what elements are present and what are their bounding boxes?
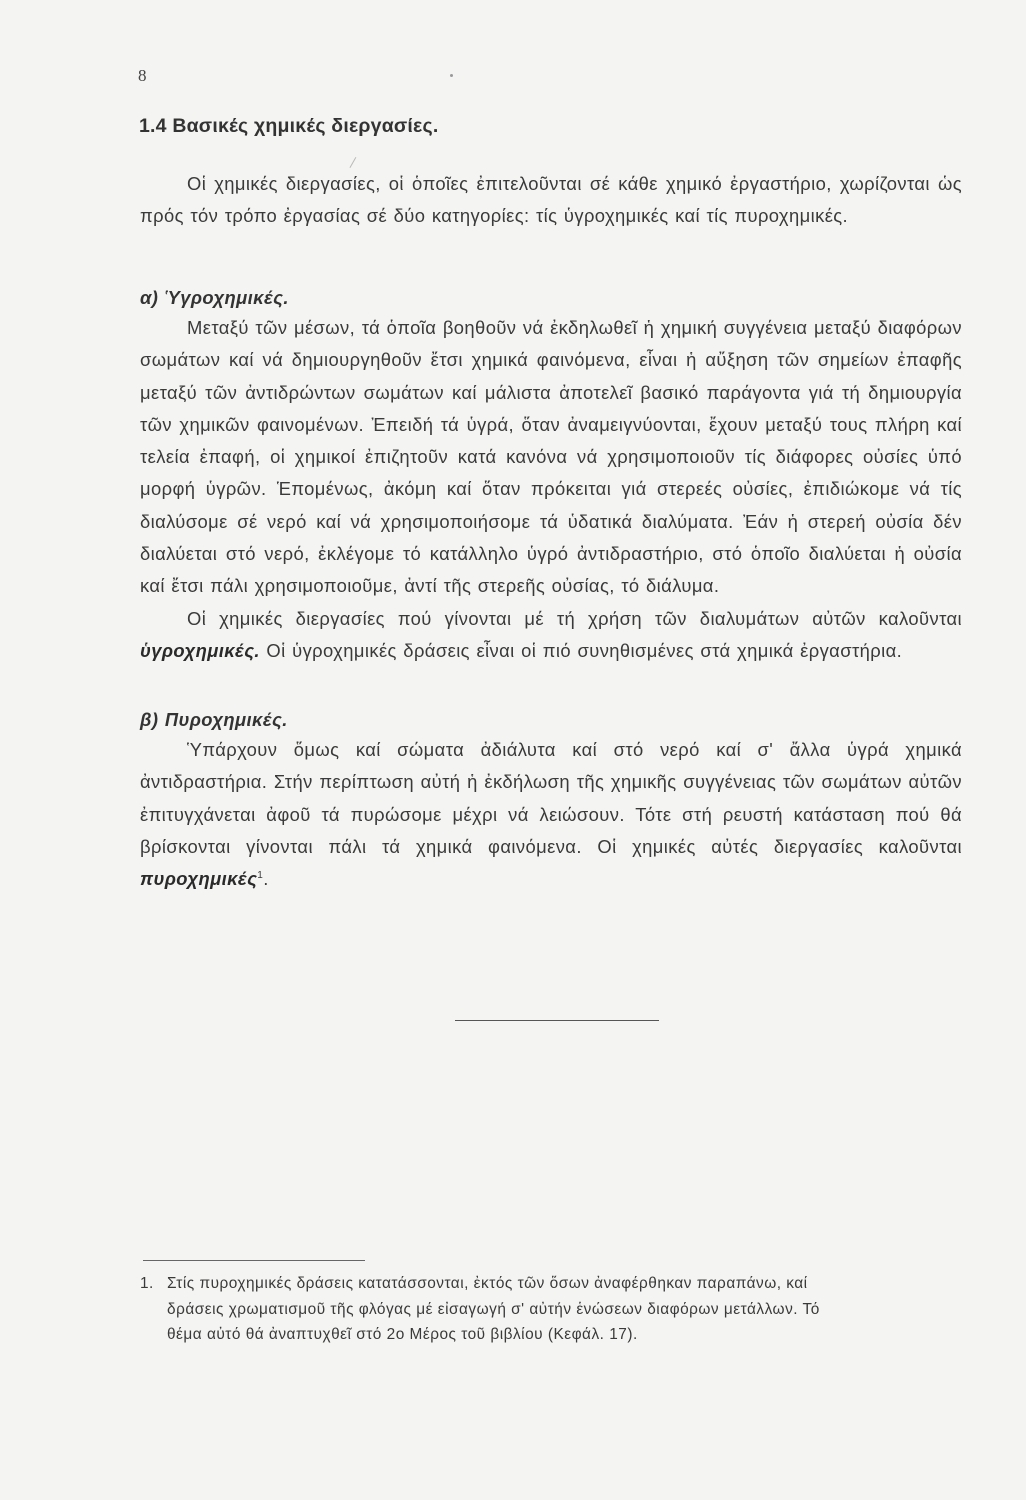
wet-chemistry-section xyxy=(140,284,962,667)
footnote-line-2: δράσεις χρωματισμοῦ τῆς φλόγας μέ εἰσαγωγή σ' αὐτήν ἑνώσεων διαφόρων μετάλλων. Τό xyxy=(167,1300,820,1318)
wet-chemistry-p2-end: Οἱ ὑγροχημικές δράσεις εἶναι οἱ πιό συνηθισμένες στά χημικά ἐργαστήρια. xyxy=(259,639,903,661)
wet-chemistry-p2-start: Οἱ χημικές διεργασίες πού γίνονται μέ τή χρήση τῶν διαλυμάτων αὐτῶν καλοῦνται xyxy=(187,607,962,629)
footnote-number: 1. xyxy=(140,1275,154,1292)
dry-chemistry-section xyxy=(140,706,962,895)
intro-block xyxy=(140,168,962,233)
footnote-reference: 1 xyxy=(257,870,264,882)
scan-dot xyxy=(450,74,453,77)
wet-chemistry-heading: α) Ὑγροχημικές. xyxy=(140,287,289,308)
dry-chemistry-heading: β) Πυροχημικές. xyxy=(140,709,288,730)
footnote-line-3: θέμα αὐτό θά ἀναπτυχθεῖ στό 2ο Μέρος τοῦ βιβλίου (Κεφάλ. 17). xyxy=(167,1326,638,1343)
footnote-line-1: Στίς πυροχημικές δράσεις κατατάσσονται, ἐκτός τῶν ὅσων ἀναφέρθηκαν παραπάνω, καί xyxy=(167,1275,808,1292)
intro-paragraph: Οἱ χημικές διεργασίες, οἱ ὁποῖες ἐπιτελοῦνται σέ κάθε χημικό ἐργαστήριο, χωρίζονται ὡς πρός τόν τρόπο ἐργασίας σέ δύο κατηγορίες: τίς ὑγροχημικές καί τίς πυροχημικές. xyxy=(140,173,962,227)
page-number: 8 xyxy=(138,66,147,85)
dry-chemistry-p-start: Ὑπάρχουν ὅμως καί σώματα ἀδιάλυτα καί στό νερό καί σ' ἄλλα ὑγρά χημικά ἀντιδραστήρια. Στήν περίπτωση αὐτή ἡ ἐκδήλωση τῆς χημικῆς συγγένειας τῶν σωμάτων αὐτῶν ἐπιτυγχάνεται ἀφοῦ τά πυρώσομε μέχρι νά λειώσουν. Τότε στή ρευστή κατάσταση πού θά βρίσκονται γίνονται πάλι τά χημικά φαινόμενα. Οἱ χημικές αὐτές διεργασίες καλοῦνται xyxy=(140,739,962,857)
dry-chemistry-paragraph xyxy=(140,734,962,895)
wet-chemistry-paragraph-1: Μεταξύ τῶν μέσων, τά ὁποῖα βοηθοῦν νά ἐκδηλωθεῖ ἡ χημική συγγένεια μεταξύ διαφόρων σωμάτων καί νά δημιουργηθοῦν ἔτσι χημικά φαινόμενα, εἶναι ἡ αὔξηση τῶν σημείων ἐπαφῆς μεταξύ τῶν ἀντιδρώντων σωμάτων καί μάλιστα ἀποτελεῖ βασικό παράγοντα γιά τή δημιουργία τῶν χημικῶν φαινομένων. Ἐπειδή τά ὑγρά, ὅταν ἀναμειγνύονται, ἔχουν μεταξύ τους πλήρη καί τελεία ἐπαφή, οἱ χημικοί ἐπιζητοῦν κατά κανόνα νά χρησιμοποιοῦν τίς διάφορες οὐσίες ὑπό μορφή ὑγρῶν. Ἑπομένως, ἀκόμη καί ὅταν πρόκειται γιά στερεές οὐσίες, ἐπιδιώκομε νά τίς διαλύσομε σέ νερό καί νά χρησιμοποιήσομε τά ὑδατικά διαλύματα. Ἐάν ἡ στερεή οὐσία δέν διαλύεται στό νερό, ἐκλέγομε τό κατάλληλο ὑγρό ἀντιδραστήριο, στό ὁποῖο διαλύεται ἡ οὐσία καί ἔτσι πάλι χρησιμοποιοῦμε, ἀντί τῆς στερεῆς οὐσίας, τό διάλυμα. xyxy=(140,317,962,597)
section-separator xyxy=(455,1020,659,1021)
wet-chemistry-term: ὑγροχημικές. xyxy=(140,639,260,661)
footnote xyxy=(140,1271,960,1348)
footnote-rule xyxy=(143,1260,365,1261)
wet-chemistry-paragraph-2 xyxy=(140,603,962,668)
section-title: 1.4 Βασικές χημικές διεργασίες. xyxy=(139,115,439,137)
dry-chemistry-term: πυροχημικές xyxy=(140,868,258,890)
dry-chemistry-p-end: . xyxy=(263,868,269,890)
